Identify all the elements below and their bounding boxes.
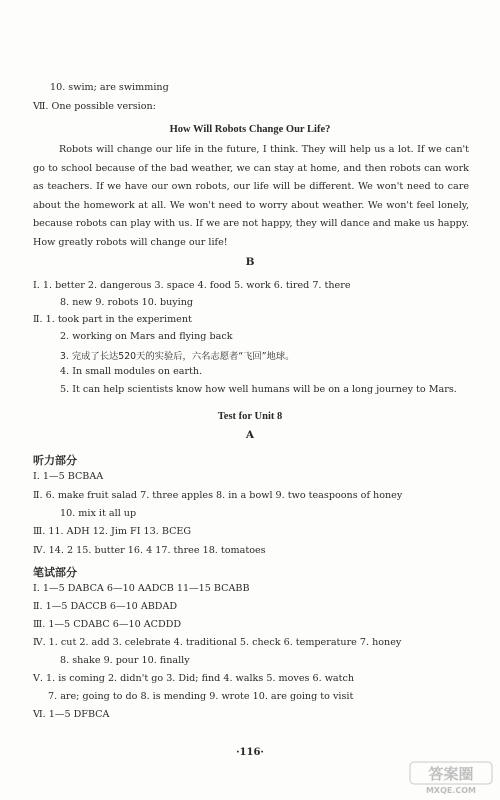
watermark-line2: MXQE.COM	[425, 786, 477, 795]
written-line-7: 7. are; going to do 8. is mending 9. wrote 10. are going to visit	[48, 691, 354, 702]
written-heading: 笔试部分	[33, 566, 77, 579]
part-b-heading: B	[245, 256, 255, 268]
watermark-icon	[408, 760, 494, 796]
part-b-line-7: 5. It can help scientists know how well humans will be on a long journey to Mars.	[60, 384, 457, 395]
part-b-line-4: 2. working on Mars and flying back	[60, 331, 233, 342]
listening-line-1: Ⅰ. 1—5 BCBAA	[33, 471, 104, 482]
listening-line-4: Ⅲ. 11. ADH 12. Jim FI 13. BCEG	[33, 526, 192, 537]
written-line-5: 8. shake 9. pour 10. finally	[60, 655, 190, 666]
part-b-line-3: Ⅱ. 1. took part in the experiment	[33, 314, 192, 325]
answer-vii-heading: Ⅶ. One possible version:	[33, 101, 156, 112]
written-line-6: Ⅴ. 1. is coming 2. didn't go 3. Did; find 4. walks 5. moves 6. watch	[33, 673, 355, 684]
written-line-2: Ⅱ. 1—5 DACCB 6—10 ABDAD	[33, 601, 178, 612]
written-line-8: Ⅵ. 1—5 DFBCA	[33, 709, 110, 720]
listening-line-2: Ⅱ. 6. make fruit salad 7. three apples 8. in a bowl 9. two teaspoons of honey	[33, 490, 403, 501]
listening-heading: 听力部分	[33, 454, 77, 467]
part-b-line-5: 3. 完成了长达520天的实验后，六名志愿者“飞回”地球。	[60, 351, 295, 362]
watermark-logo	[408, 760, 494, 796]
part-b-line-2: 8. new 9. robots 10. buying	[60, 297, 194, 308]
part-b-line-1: Ⅰ. 1. better 2. dangerous 3. space 4. food 5. work 6. tired 7. there	[33, 280, 351, 291]
answer-vi-10: 10. swim; are swimming	[50, 82, 169, 93]
written-line-1: Ⅰ. 1—5 DABCA 6—10 AADCB 11—15 BCABB	[33, 583, 250, 594]
written-line-4: Ⅳ. 1. cut 2. add 3. celebrate 4. traditional 5. check 6. temperature 7. honey	[33, 637, 402, 648]
essay-title: How Will Robots Change Our Life?	[169, 124, 331, 135]
page-number: ·116·	[236, 747, 264, 758]
listening-line-5: Ⅳ. 14. 2 15. butter 16. 4 17. three 18. tomatoes	[33, 545, 266, 556]
watermark-line1: 答案圈	[428, 765, 474, 783]
part-b-line-6: 4. In small modules on earth.	[60, 366, 203, 377]
unit8-title: Test for Unit 8	[217, 411, 283, 422]
essay-text: Robots will change our life in the future, I think. They will help us a lot. If we can't go to school because of the bad weather, we can stay at home, and then robots can work as teachers. If we have our own robots, our life will be different. We won't need to care about the homework at all. We won't need to worry about weather. We won't feel lonely, because robots can play with us. If we are not happy, they will dance and make us happy. How greatly robots will change our life!	[33, 144, 469, 248]
listening-line-3: 10. mix it all up	[60, 508, 137, 519]
written-line-3: Ⅲ. 1—5 CDABC 6—10 ACDDD	[33, 619, 182, 630]
unit8-sub: A	[245, 429, 255, 441]
essay-body	[33, 141, 469, 253]
